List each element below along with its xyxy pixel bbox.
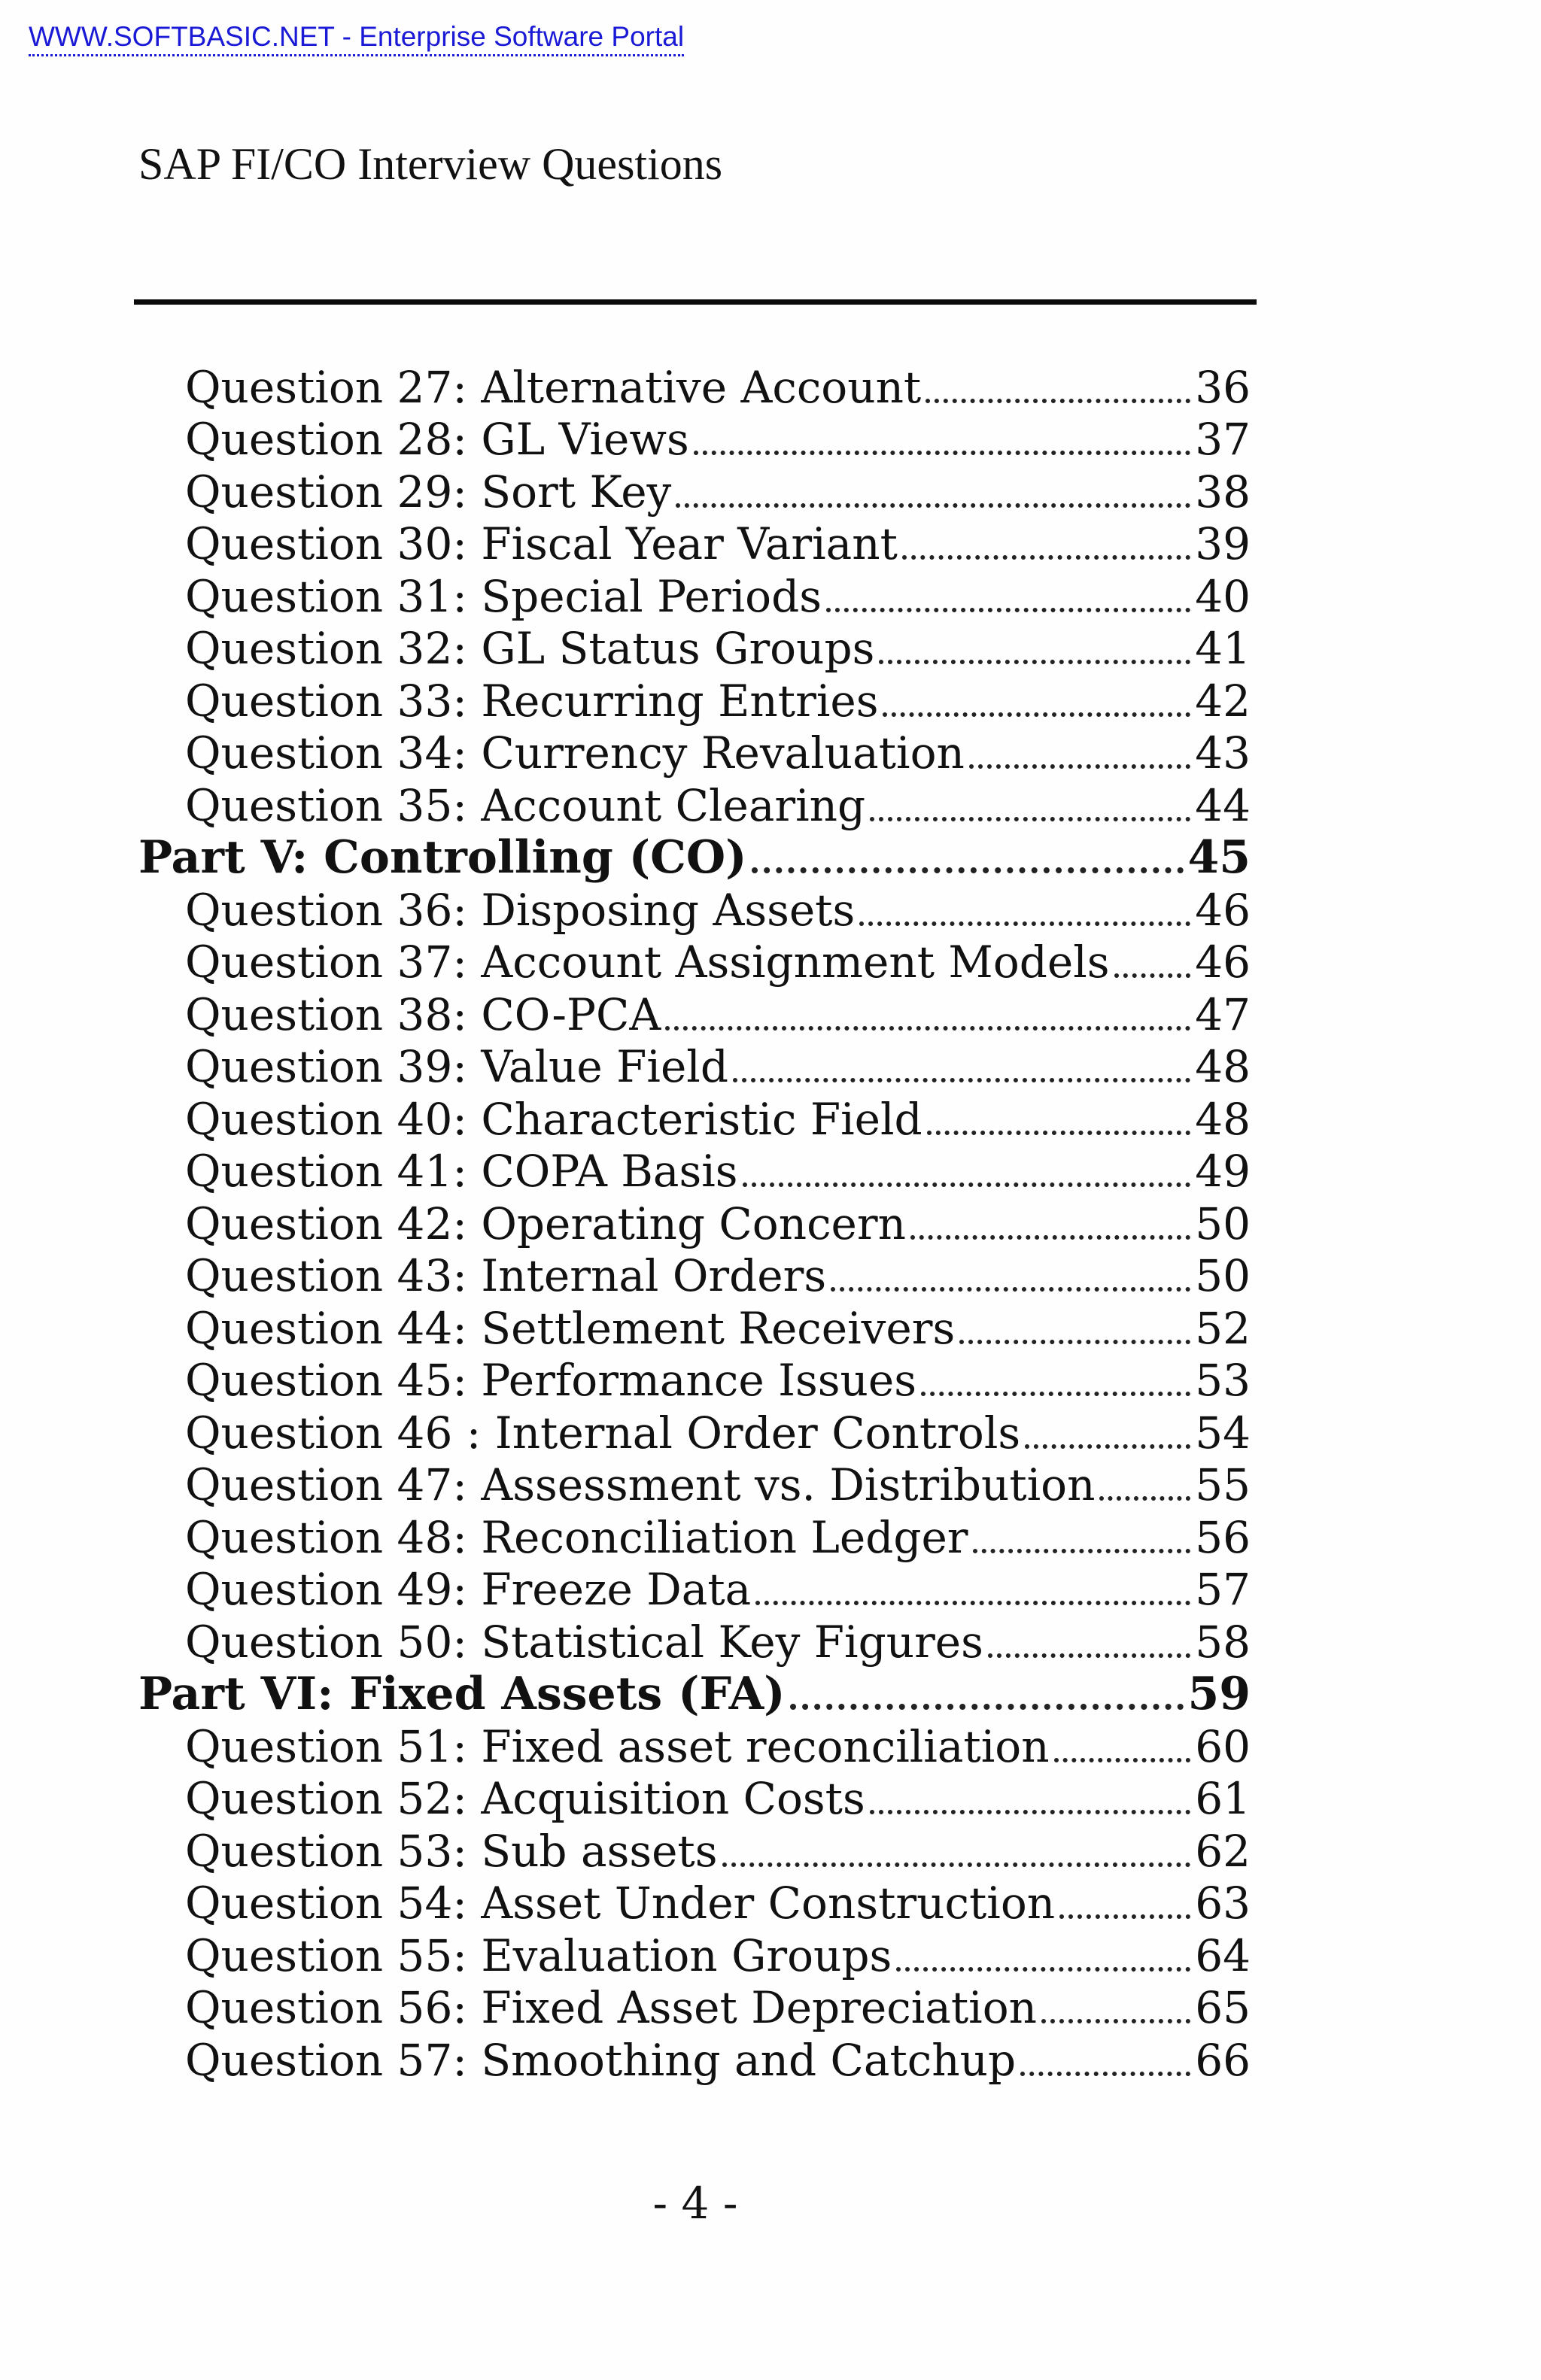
toc-entry-page: 48 — [1195, 1093, 1251, 1145]
dot-leader — [1099, 1496, 1190, 1501]
toc-entry[interactable] — [138, 412, 1251, 465]
dot-leader — [676, 503, 1190, 508]
dot-leader — [1059, 1914, 1190, 1919]
toc-entry-page: 38 — [1195, 466, 1251, 518]
toc-entry-label: Question 40: Characteristic Field — [185, 1093, 922, 1145]
dot-leader — [883, 712, 1190, 717]
toc-entry-label: Question 53: Sub assets — [185, 1825, 718, 1877]
toc-entry[interactable] — [138, 2032, 1251, 2085]
toc-entry[interactable] — [138, 1353, 1251, 1406]
toc-entry-page: 44 — [1195, 779, 1251, 831]
toc-entry[interactable] — [138, 1719, 1251, 1771]
dot-leader — [743, 1182, 1191, 1187]
site-link[interactable]: WWW.SOFTBASIC.NET - Enterprise Software Portal — [29, 20, 684, 56]
toc-entry-label: Part V: Controlling (CO) — [138, 831, 747, 884]
toc-entry-page: 49 — [1195, 1146, 1251, 1197]
page-number: - 4 - — [652, 2178, 738, 2229]
toc-entry-page: 56 — [1195, 1511, 1251, 1563]
toc-entry-page: 48 — [1195, 1041, 1251, 1092]
toc-entry[interactable] — [138, 464, 1251, 517]
toc-entry-label: Question 28: GL Views — [185, 414, 689, 465]
dot-leader — [694, 451, 1190, 455]
toc-entry-label: Question 47: Assessment vs. Distribution — [185, 1459, 1096, 1510]
toc-entry-label: Question 50: Statistical Key Figures — [185, 1616, 983, 1668]
toc-entry-page: 58 — [1195, 1616, 1251, 1668]
toc-entry-label: Question 51: Fixed asset reconciliation — [185, 1720, 1050, 1772]
dot-leader — [722, 1862, 1191, 1867]
dot-leader — [959, 1340, 1190, 1344]
toc-entry-label: Question 49: Freeze Data — [185, 1564, 752, 1615]
toc-entry-page: 62 — [1195, 1825, 1251, 1877]
toc-entry[interactable] — [138, 1614, 1251, 1667]
dot-leader — [752, 867, 1184, 873]
toc-entry[interactable] — [138, 1510, 1251, 1562]
toc-entry[interactable] — [138, 1301, 1251, 1353]
toc-entry[interactable] — [138, 1928, 1251, 1981]
toc-entry-page: 66 — [1195, 2034, 1251, 2086]
toc-entry-page: 43 — [1195, 727, 1251, 779]
dot-leader — [870, 817, 1190, 821]
toc-entry-label: Part VI: Fixed Assets (FA) — [138, 1668, 786, 1720]
toc-entry[interactable] — [138, 1091, 1251, 1144]
toc-entry-page: 46 — [1195, 884, 1251, 936]
toc-entry-label: Question 45: Performance Issues — [185, 1355, 916, 1406]
toc-entry-page: 60 — [1195, 1720, 1251, 1772]
dot-leader — [926, 399, 1190, 403]
toc-entry-label: Question 42: Operating Concern — [185, 1198, 906, 1249]
toc-entry-page: 37 — [1195, 414, 1251, 465]
toc-entry-label: Question 31: Special Periods — [185, 570, 822, 622]
toc-entry-page: 45 — [1187, 831, 1251, 884]
dot-leader — [755, 1601, 1190, 1605]
dot-leader — [1020, 2072, 1190, 2076]
dot-leader — [826, 608, 1190, 612]
toc-entry-label: Question 34: Currency Revaluation — [185, 727, 965, 779]
dot-leader — [973, 1549, 1191, 1553]
toc-entry-page: 63 — [1195, 1878, 1251, 1929]
toc-entry-page: 42 — [1195, 675, 1251, 727]
toc-entry-label: Question 35: Account Clearing — [185, 779, 866, 831]
toc-entry[interactable] — [138, 569, 1251, 621]
toc-entry-label: Question 56: Fixed Asset Depreciation — [185, 1982, 1037, 2033]
toc-entry[interactable] — [138, 621, 1251, 674]
toc-entry[interactable] — [138, 987, 1251, 1040]
toc-entry-label: Question 48: Reconciliation Ledger — [185, 1511, 968, 1563]
dot-leader — [879, 660, 1190, 664]
toc-entry-label: Question 30: Fiscal Year Variant — [185, 518, 898, 569]
toc-entry-page: 41 — [1195, 623, 1251, 674]
dot-leader — [1114, 973, 1191, 978]
toc-entry-label: Question 33: Recurring Entries — [185, 675, 879, 727]
toc-entry[interactable] — [138, 882, 1251, 935]
toc-entry-label: Question 37: Account Assignment Models — [185, 937, 1110, 988]
toc-entry[interactable] — [138, 1823, 1251, 1876]
toc-entry-page: 50 — [1195, 1198, 1251, 1249]
toc-entry[interactable] — [138, 1040, 1251, 1092]
dot-leader — [733, 1078, 1190, 1082]
dot-leader — [988, 1653, 1190, 1658]
toc-entry[interactable] — [138, 1562, 1251, 1615]
dot-leader — [859, 921, 1190, 926]
toc-entry[interactable] — [138, 517, 1251, 569]
title-divider — [134, 299, 1257, 305]
toc-entry-label: Question 55: Evaluation Groups — [185, 1929, 892, 1981]
dot-leader — [665, 1026, 1190, 1031]
toc-entry[interactable] — [138, 1771, 1251, 1824]
toc-entry-label: Question 43: Internal Orders — [185, 1250, 827, 1301]
toc-part-heading[interactable] — [138, 1667, 1251, 1720]
table-of-contents — [138, 360, 1251, 2085]
toc-entry-label: Question 54: Asset Under Construction — [185, 1878, 1056, 1929]
toc-entry-page: 64 — [1195, 1929, 1251, 1981]
toc-entry-page: 47 — [1195, 988, 1251, 1040]
toc-entry-page: 55 — [1195, 1459, 1251, 1510]
document-title: SAP FI/CO Interview Questions — [138, 139, 723, 189]
dot-leader — [790, 1704, 1184, 1710]
toc-entry[interactable] — [138, 1196, 1251, 1249]
toc-entry-label: Question 41: COPA Basis — [185, 1146, 738, 1197]
toc-entry[interactable] — [138, 1405, 1251, 1458]
toc-entry-page: 50 — [1195, 1250, 1251, 1301]
toc-entry[interactable] — [138, 360, 1251, 412]
toc-entry[interactable] — [138, 1981, 1251, 2033]
dot-leader — [1025, 1444, 1190, 1449]
toc-entry-label: Question 46 : Internal Order Controls — [185, 1407, 1021, 1459]
dot-leader — [921, 1392, 1190, 1396]
dot-leader — [910, 1235, 1190, 1240]
dot-leader — [831, 1287, 1190, 1292]
dot-leader — [1041, 2019, 1190, 2023]
dot-leader — [927, 1131, 1191, 1135]
toc-entry-label: Question 57: Smoothing and Catchup — [185, 2034, 1017, 2086]
toc-entry[interactable] — [138, 1876, 1251, 1929]
toc-entry-page: 57 — [1195, 1564, 1251, 1615]
toc-entry[interactable] — [138, 1144, 1251, 1197]
toc-entry[interactable] — [138, 1458, 1251, 1510]
toc-entry-label: Question 27: Alternative Account — [185, 361, 922, 413]
toc-part-heading[interactable] — [138, 830, 1251, 883]
dot-leader — [1054, 1758, 1191, 1762]
toc-entry-label: Question 44: Settlement Receivers — [185, 1302, 956, 1354]
toc-entry-page: 53 — [1195, 1355, 1251, 1406]
toc-entry-page: 40 — [1195, 570, 1251, 622]
toc-entry-label: Question 29: Sort Key — [185, 466, 672, 518]
toc-entry-page: 46 — [1195, 937, 1251, 988]
dot-leader — [896, 1967, 1190, 1972]
toc-entry[interactable] — [138, 778, 1251, 830]
toc-entry-label: Question 52: Acquisition Costs — [185, 1773, 865, 1824]
toc-entry-page: 36 — [1195, 361, 1251, 413]
toc-entry-page: 65 — [1195, 1982, 1251, 2033]
toc-entry-page: 59 — [1187, 1668, 1251, 1720]
toc-entry[interactable] — [138, 673, 1251, 726]
toc-entry[interactable] — [138, 935, 1251, 988]
toc-entry[interactable] — [138, 726, 1251, 779]
dot-leader — [969, 764, 1190, 769]
toc-entry-page: 39 — [1195, 518, 1251, 569]
toc-entry-page: 61 — [1195, 1773, 1251, 1824]
toc-entry-label: Question 36: Disposing Assets — [185, 884, 856, 936]
dot-leader — [870, 1810, 1190, 1814]
toc-entry-page: 52 — [1195, 1302, 1251, 1354]
toc-entry[interactable] — [138, 1249, 1251, 1301]
toc-entry-label: Question 38: CO-PCA — [185, 988, 661, 1040]
toc-entry-page: 54 — [1195, 1407, 1251, 1459]
dot-leader — [902, 555, 1190, 560]
toc-entry-label: Question 39: Value Field — [185, 1041, 728, 1092]
toc-entry-label: Question 32: GL Status Groups — [185, 623, 875, 674]
